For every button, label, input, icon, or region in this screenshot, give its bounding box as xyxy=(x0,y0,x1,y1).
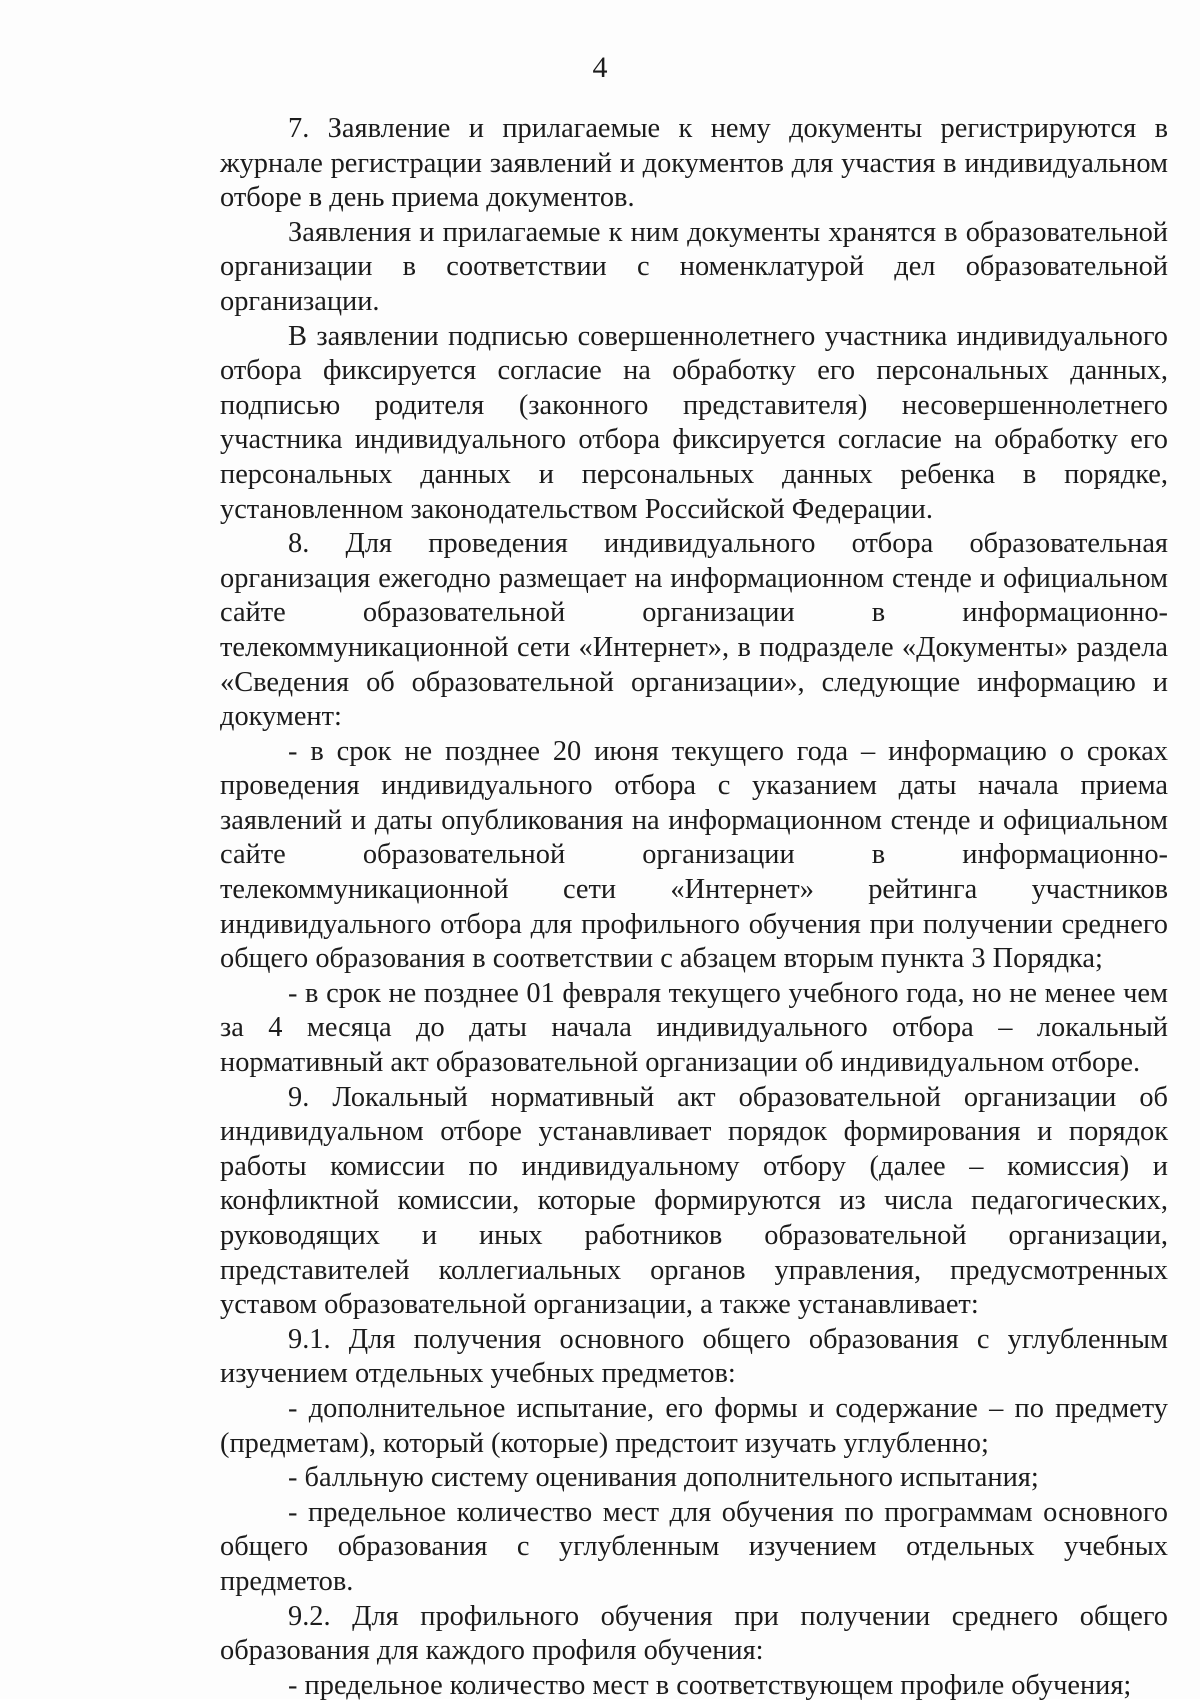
paragraph-7: 7. Заявление и прилагаемые к нему документы регистрируются в журнале регистрации заявлений и документов для участия в индивидуальном отборе в день приема документов. xyxy=(220,113,1168,214)
page-number: 4 xyxy=(592,51,608,84)
paragraph-8-item-1: - в срок не позднее 20 июня текущего года – информацию о сроках проведения индивидуального отбора с указанием даты начала приема заявлений и даты опубликования на информационном стенде и официальном сайте образовательной организации в информационно-телекоммуникационной сети «Интернет» рейтинга участников индивидуального отбора для профильного обучения при получении среднего общего образования в соответствии с абзацем вторым пункта 3 Порядка; xyxy=(220,735,1168,975)
paragraph-9-1-item-2: - балльную систему оценивания дополнительного испытания; xyxy=(288,1462,1039,1494)
paragraph-7-storage: Заявления и прилагаемые к ним документы хранятся в образовательной организации в соответствии с номенклатурой дел образовательной организации. xyxy=(220,216,1168,317)
paragraph-8: 8. Для проведения индивидуального отбора образовательная организация ежегодно размещает на информационном стенде и официальном сайте образовательной организации в информационно-телекоммуникационной сети «Интернет», в подразделе «Документы» раздела «Сведения об образовательной организации», следующие информацию и документ: xyxy=(220,528,1168,733)
document-body xyxy=(220,112,1168,1703)
paragraph-9-2: 9.2. Для профильного обучения при получении среднего общего образования для каждого профиля обучения: xyxy=(220,1600,1168,1667)
paragraph-8-item-2: - в срок не позднее 01 февраля текущего учебного года, но не менее чем за 4 месяца до даты начала индивидуального отбора – локальный нормативный акт образовательной организации об индивидуальном отборе. xyxy=(220,977,1168,1079)
paragraph-9: 9. Локальный нормативный акт образовательной организации об индивидуальном отборе устанавливает порядок формирования и порядок работы комиссии по индивидуальному отбору (далее – комиссия) и конфликтной комиссии, которые формируются из числа педагогических, руководящих и иных работников образовательной организации, представителей коллегиальных органов управления, предусмотренных уставом образовательной организации, а также устанавливает: xyxy=(220,1081,1168,1321)
paragraph-9-1-item-3: - предельное количество мест для обучения по программам основного общего образования с углубленным изучением отдельных учебных предметов. xyxy=(220,1496,1168,1597)
paragraph-9-1: 9.1. Для получения основного общего образования с углубленным изучением отдельных учебных предметов: xyxy=(220,1323,1168,1390)
paragraph-7-consent: В заявлении подписью совершеннолетнего участника индивидуального отбора фиксируется согласие на обработку его персональных данных, подписью родителя (законного представителя) несовершеннолетнего участника индивидуального отбора фиксируется согласие на обработку его персональных данных и персональных данных ребенка в порядке, установленном законодательством Российской Федерации. xyxy=(220,320,1168,525)
paragraph-9-1-item-1: - дополнительное испытание, его формы и содержание – по предмету (предметам), который (которые) предстоит изучать углубленно; xyxy=(220,1392,1168,1459)
paragraph-9-2-item-1: - предельное количество мест в соответствующем профиле обучения; xyxy=(288,1669,1132,1701)
